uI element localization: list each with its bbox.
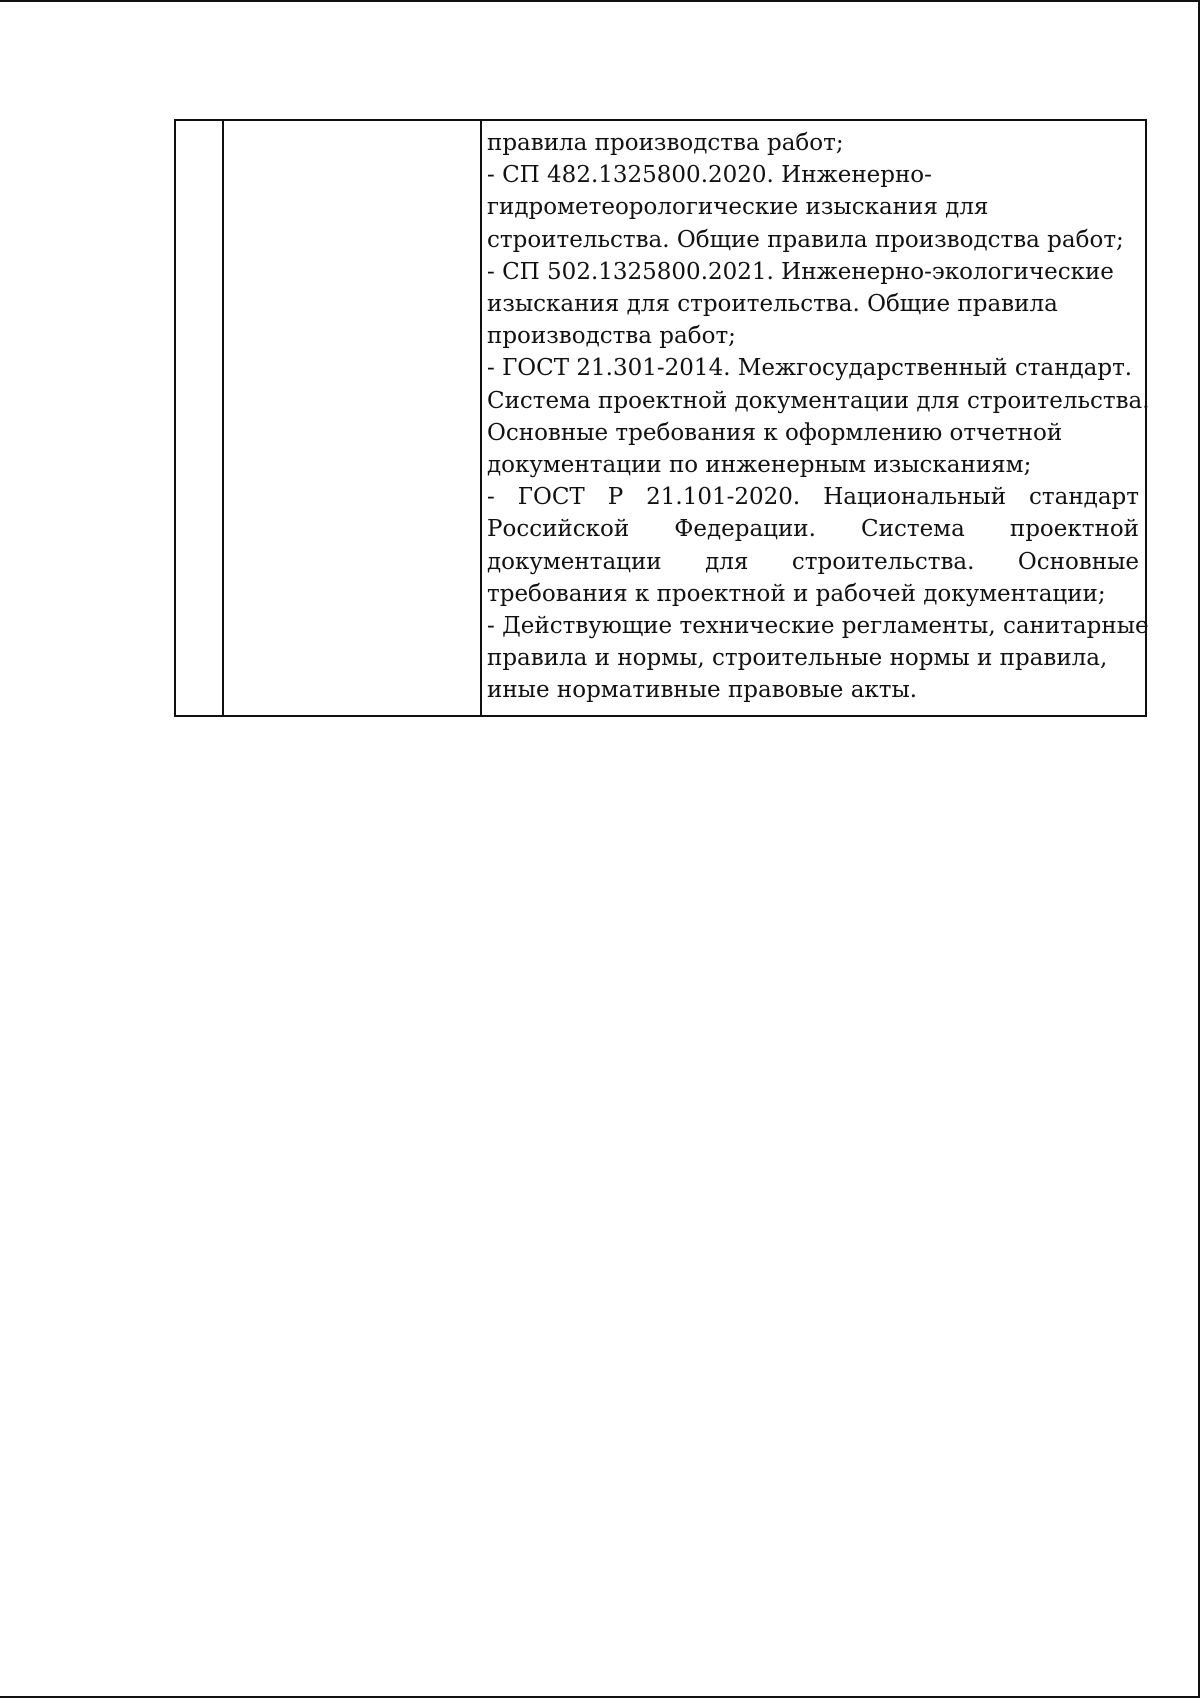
table-row: [175, 120, 1146, 716]
table-cell-name: [223, 120, 481, 716]
text-line: гидрометеорологические изыскания для: [487, 194, 989, 221]
text-line: правила производства работ;: [487, 130, 844, 156]
table-cell-number: [175, 120, 223, 716]
document-table: [174, 119, 1150, 717]
text-line: строительства. Общие правила производства работ;: [487, 226, 1124, 253]
text-line: производства работ;: [487, 323, 736, 350]
text-line: документации по инженерным изысканиям;: [487, 452, 1032, 479]
scan-edge-top: [0, 0, 1200, 2]
text-line: правила и нормы, строительные нормы и правила,: [487, 645, 1108, 672]
table-cell-content: [481, 120, 1150, 716]
text-line: - Действующие технические регламенты, санитарные: [487, 613, 1149, 640]
text-line: - СП 482.1325800.2020. Инженерно-: [487, 162, 932, 189]
regulations-text: [482, 121, 1150, 715]
text-line: изыскания для строительства. Общие правила: [487, 291, 1058, 318]
text-line: Российской Федерации. Система проектной: [487, 516, 1139, 543]
text-line: - ГОСТ Р 21.101-2020. Национальный стандарт: [487, 484, 1139, 511]
text-line: требования к проектной и рабочей документации;: [487, 580, 1106, 607]
text-line: Основные требования к оформлению отчетной: [487, 419, 1063, 446]
text-line: документации для строительства. Основные: [487, 548, 1139, 575]
text-line: - СП 502.1325800.2021. Инженерно-экологические: [487, 258, 1114, 285]
text-line: - ГОСТ 21.301-2014. Межгосударственный стандарт.: [487, 355, 1133, 382]
text-line: иные нормативные правовые акты.: [487, 677, 918, 704]
text-line: Система проектной документации для строительства.: [487, 387, 1150, 414]
